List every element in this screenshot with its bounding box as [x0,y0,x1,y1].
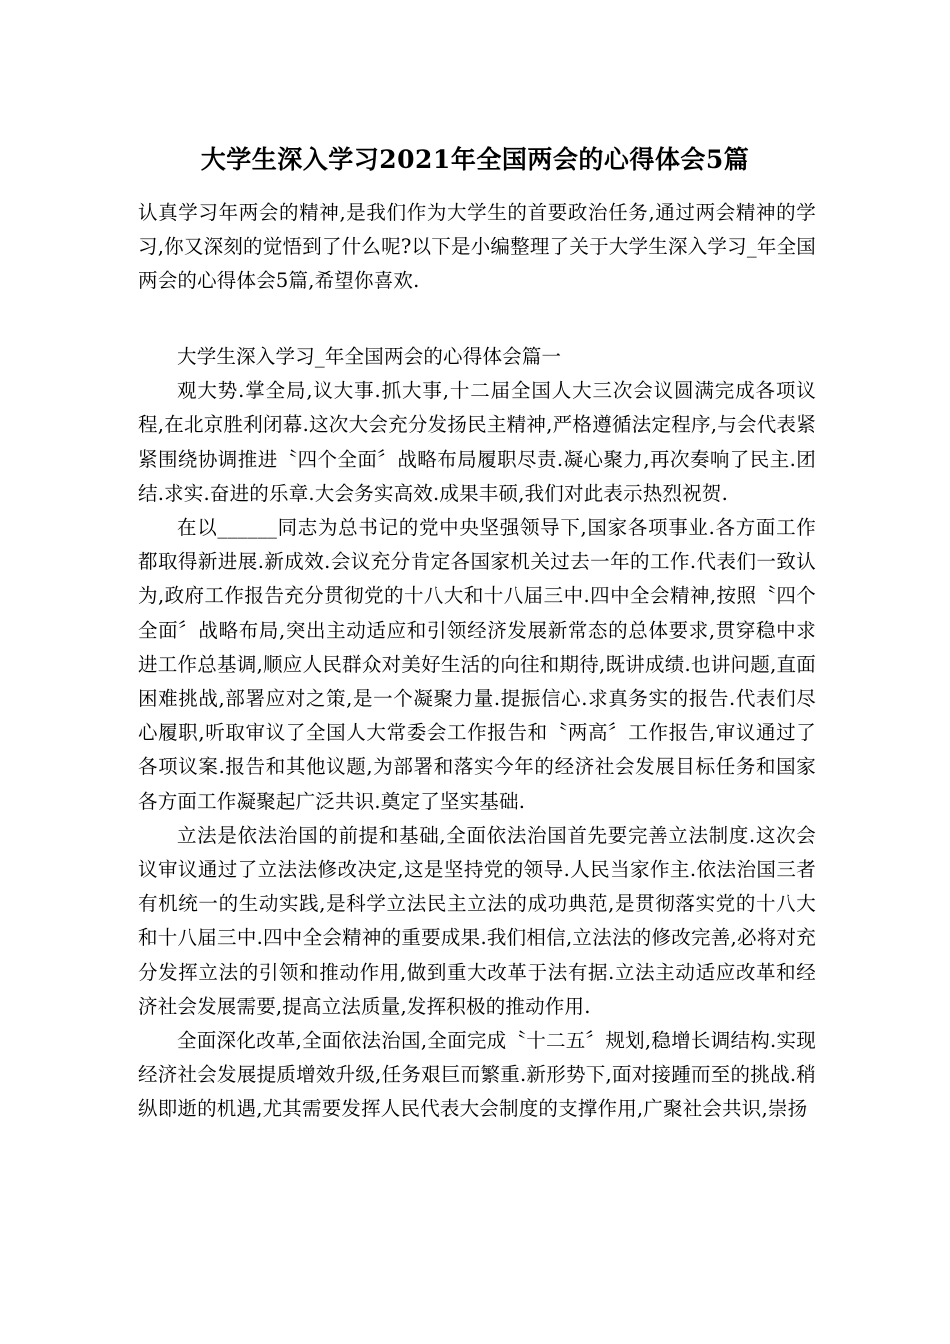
body-paragraph: 在以______同志为总书记的党中央坚强领导下,国家各项事业.各方面工作都取得新进展.新成效.会议充分肯定各国家机关过去一年的工作.代表们一致认为,政府工作报告充分贯彻党的十八大和十八届三中.四中全会精神,按照〝四个全面〞战略布局,突出主动适应和引领经济发展新常态的总体要求,贯穿稳中求进工作总基调,顺应人民群众对美好生活的向往和期待,既讲成绩.也讲问题,直面困难挑战,部署应对之策,是一个凝聚力量.提振信心.求真务实的报告.代表们尽心履职,听取审议了全国人大常委会工作报告和〝两高〞工作报告,审议通过了各项议案.报告和其他议题,为部署和落实今年的经济社会发展目标任务和国家各方面工作凝聚起广泛共识.奠定了坚实基础. [138,516,816,813]
section-one [138,340,816,1127]
body-paragraph: 全面深化改革,全面依法治国,全面完成〝十二五〞规划,稳增长调结构.实现经济社会发展提质增效升级,任务艰巨而繁重.新形势下,面对接踵而至的挑战.稍纵即逝的机遇,尤其需要发挥人民代表大会制度的支撑作用,广聚社会共识,崇扬 [138,1029,816,1121]
body-paragraph: 立法是依法治国的前提和基础,全面依法治国首先要完善立法制度.这次会议审议通过了立法法修改决定,这是坚持党的领导.人民当家作主.依法治国三者有机统一的生动实践,是科学立法民主立法的成功典范,是贯彻落实党的十八大和十八届三中.四中全会精神的重要成果.我们相信,立法法的修改完善,必将对充分发挥立法的引领和推动作用,做到重大改革于法有据.立法主动适应改革和经济社会发展需要,提高立法质量,发挥积极的推动作用. [138,823,816,1018]
body-paragraph: 观大势.掌全局,议大事.抓大事,十二届全国人大三次会议圆满完成各项议程,在北京胜利闭幕.这次大会充分发扬民主精神,严格遵循法定程序,与会代表紧紧围绕协调推进〝四个全面〞战略布局履职尽责.凝心聚力,再次奏响了民主.团结.求实.奋进的乐章.大会务实高效.成果丰硕,我们对此表示热烈祝贺. [138,379,816,505]
section-heading: 大学生深入学习_年全国两会的心得体会篇一 [177,345,562,368]
document-title: 大学生深入学习2021年全国两会的心得体会5篇 [200,145,750,174]
intro-paragraph: 认真学习年两会的精神,是我们作为大学生的首要政治任务,通过两会精神的学习,你又深刻的觉悟到了什么呢?以下是小编整理了关于大学生深入学习_年全国两会的心得体会5篇,希望你喜欢. [138,201,816,293]
intro-block [138,196,816,299]
